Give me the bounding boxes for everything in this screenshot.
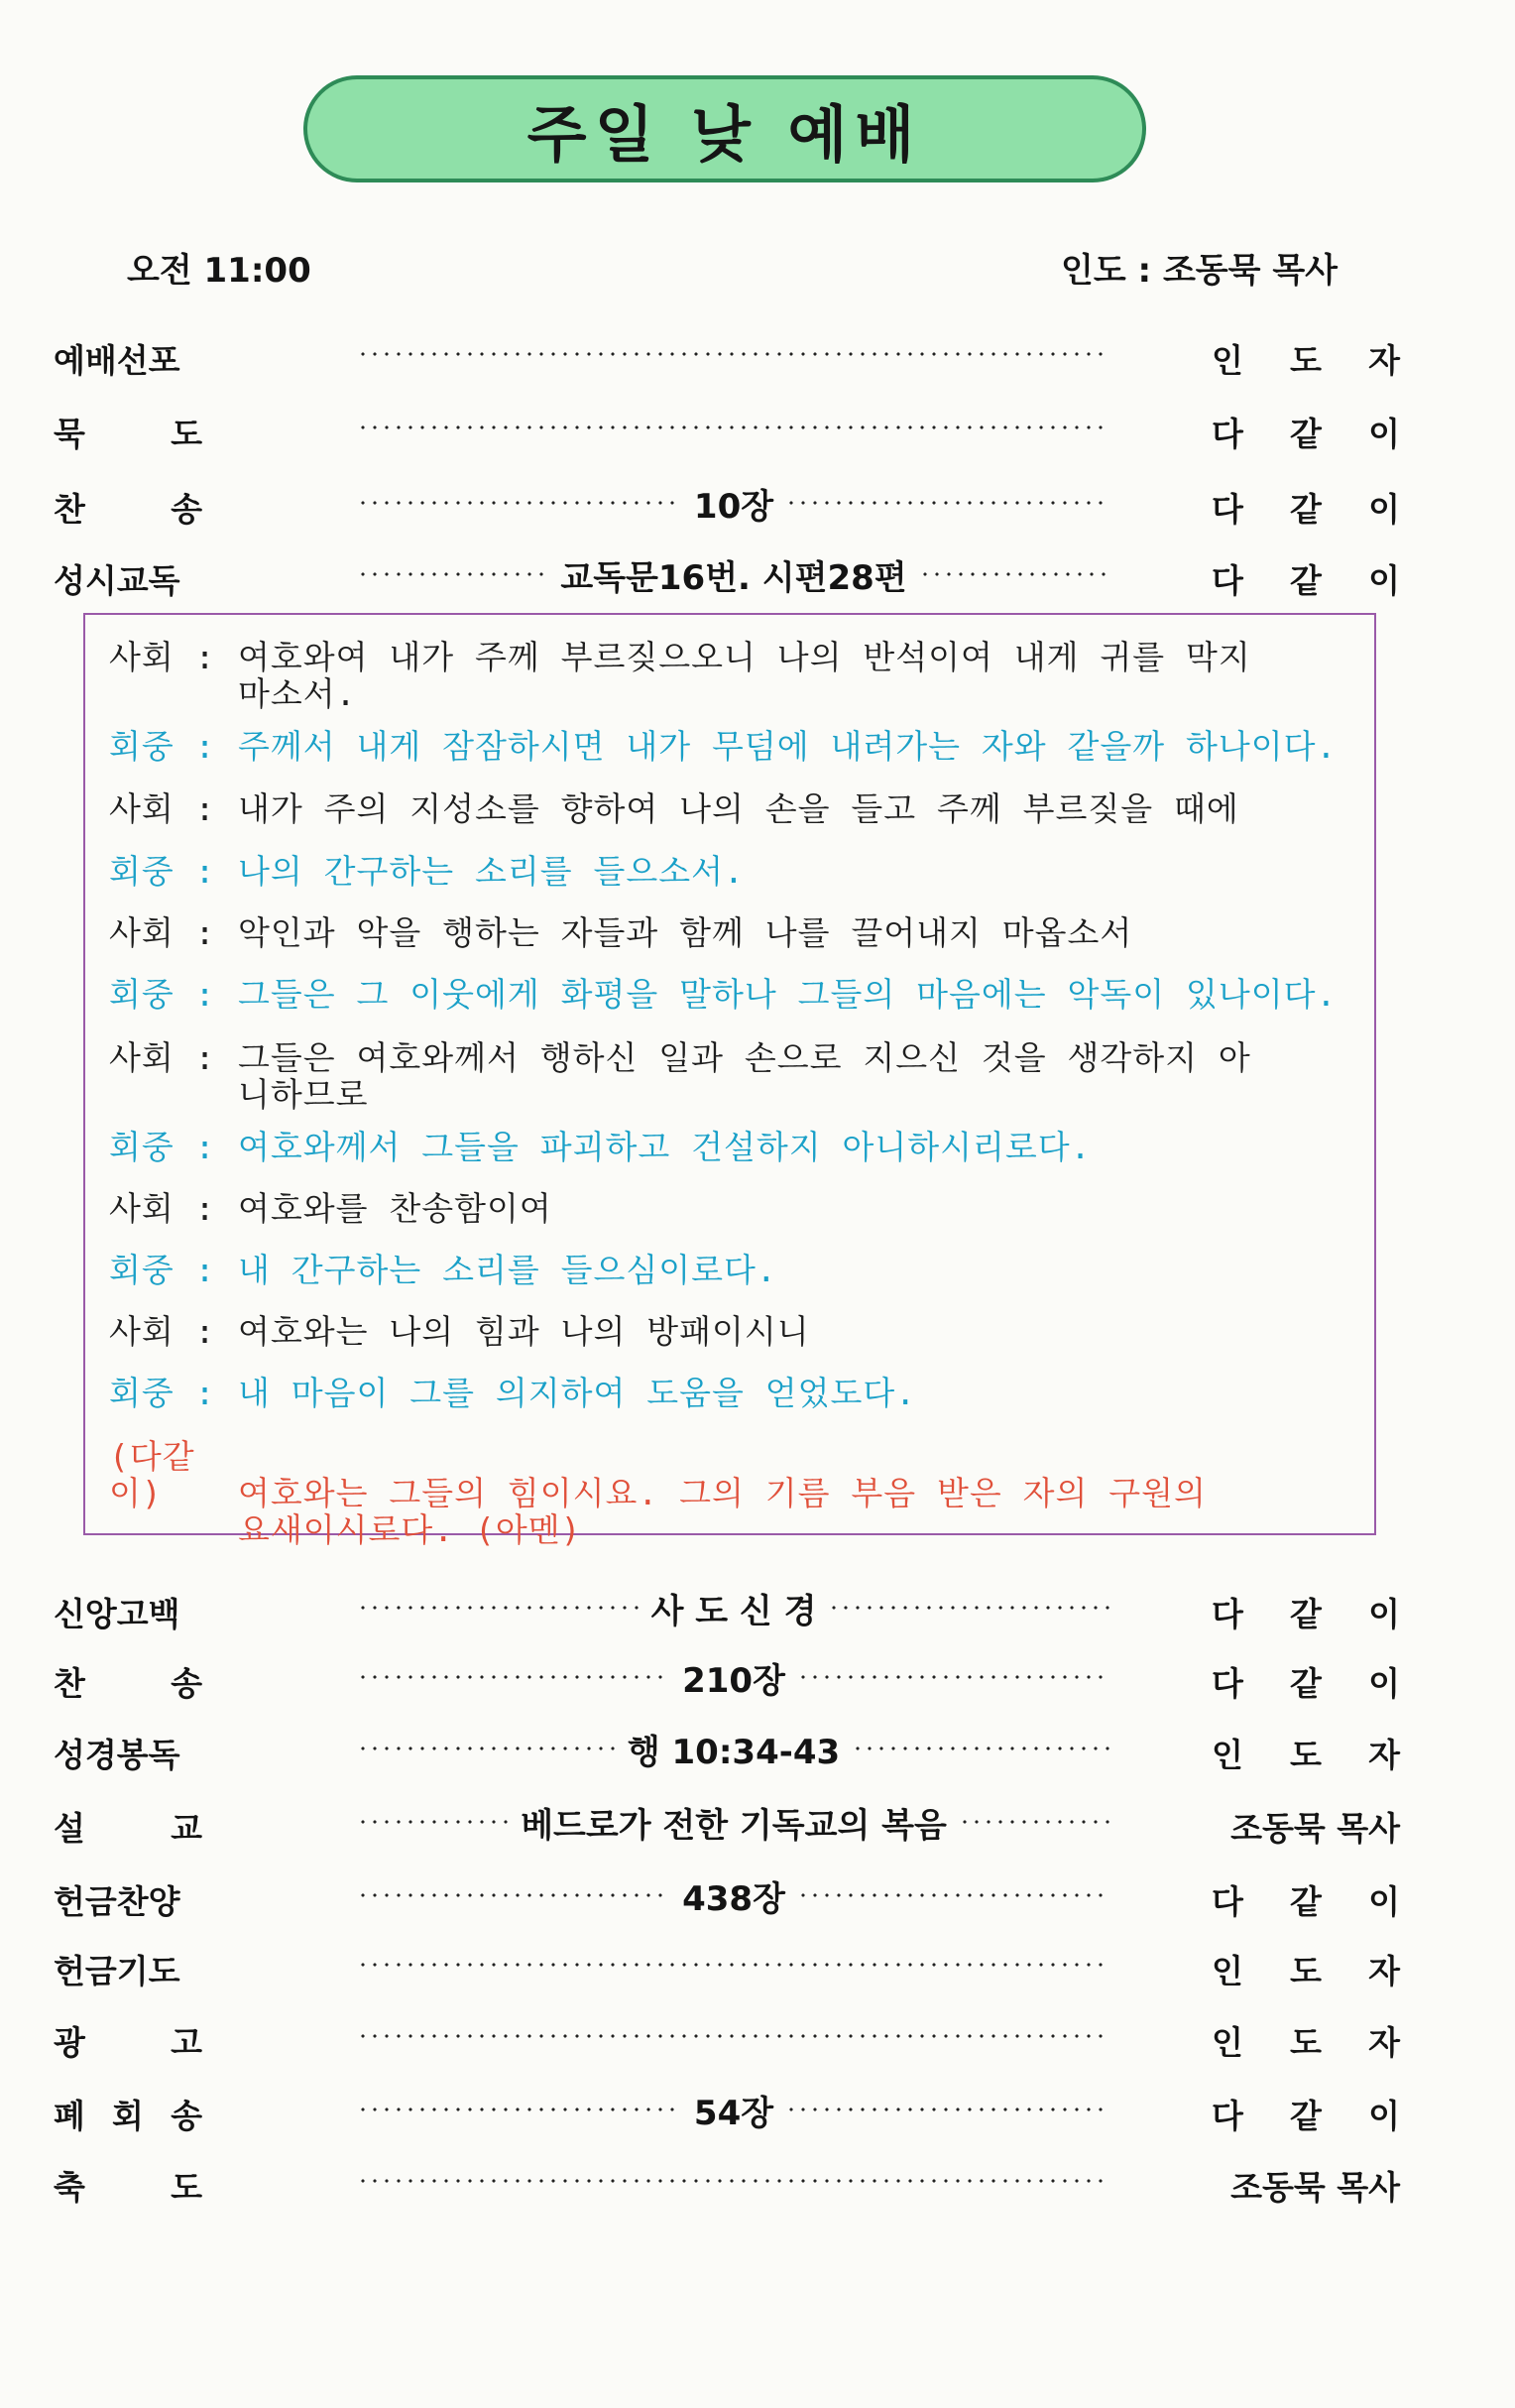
speaker-tag: 회중 : (109, 1374, 216, 1412)
order-item-detail: 행 10:34-43 (627, 1732, 841, 1772)
order-row (0, 474, 1515, 534)
reading-text: 나의 간구하는 소리를 들으소서. (238, 852, 745, 891)
order-item-participant: 다 같 이 (1212, 1595, 1400, 1633)
order-item-label: 설 교 (54, 1809, 202, 1848)
order-row (0, 2007, 1515, 2067)
order-item-detail: 210장 (682, 1660, 785, 1701)
order-item-participant: 조동묵 목사 (1230, 2168, 1400, 2207)
order-item-label: 성시교독 (54, 561, 180, 600)
speaker-tag: 사회 : (109, 638, 216, 676)
order-item-label: 성경봉독 (54, 1736, 180, 1774)
order-row (0, 1648, 1515, 1708)
order-item-detail: 54장 (693, 2093, 774, 2133)
order-row (0, 399, 1515, 458)
order-item-label: 예배선포 (54, 341, 180, 380)
reading-text: 내가 주의 지성소를 향하여 나의 손을 들고 주께 부르짖을 때에 (238, 789, 1239, 828)
speaker-tag: 사회 : (109, 1038, 216, 1077)
order-item-participant: 다 같 이 (1212, 2097, 1400, 2135)
dot-leader (357, 1654, 1110, 1700)
order-item-participant: 조동묵 목사 (1230, 1809, 1400, 1848)
speaker-tag: (다같이) (109, 1437, 195, 1512)
order-item-label: 폐 회 송 (54, 2097, 202, 2135)
congregation-line (109, 1375, 1358, 1411)
reading-text: 여호와는 나의 힘과 나의 방패이시니 (238, 1312, 810, 1351)
order-item-label: 찬 송 (54, 490, 202, 529)
dot-leader (357, 1942, 1110, 1987)
order-row (0, 1936, 1515, 1995)
order-item-label: 축 도 (54, 2168, 202, 2207)
reading-text: 내 마음이 그를 의지하여 도움을 얻었도다. (238, 1374, 917, 1412)
reading-text-continued: 니하므로 (238, 1075, 369, 1114)
congregation-line (109, 976, 1358, 1013)
order-item-participant: 인 도 자 (1212, 341, 1400, 380)
dot-leader (357, 2158, 1110, 2204)
speaker-tag: 사회 : (109, 789, 216, 828)
congregation-line (109, 1129, 1358, 1165)
order-row (0, 1579, 1515, 1638)
dot-leader (357, 331, 1110, 377)
leader-line (109, 914, 1358, 951)
dot-leader (357, 2013, 1110, 2059)
speaker-tag: 회중 : (109, 1128, 216, 1166)
order-item-label: 헌금찬양 (54, 1882, 180, 1921)
reading-text: 여호와여 내가 주께 부르짖으오니 나의 반석이여 내게 귀를 막지 (238, 638, 1251, 676)
order-item-participant: 다 같 이 (1212, 1664, 1400, 1703)
order-item-label: 광 고 (54, 2023, 202, 2062)
order-item-participant: 인 도 자 (1212, 1736, 1400, 1774)
speaker-tag: 회중 : (109, 852, 216, 891)
order-item-label: 찬 송 (54, 1664, 202, 1703)
dot-leader (357, 2087, 1110, 2132)
order-item-participant: 인 도 자 (1212, 2023, 1400, 2062)
service-time: 오전 11:00 (127, 251, 311, 291)
reading-text: 주께서 내게 잠잠하시면 내가 무덤에 내려가는 자와 같을까 하나이다. (238, 727, 1338, 766)
order-item-detail: 사 도 신 경 (650, 1591, 817, 1631)
speaker-tag: 사회 : (109, 913, 216, 952)
congregation-line (109, 728, 1358, 765)
speaker-tag: 회중 : (109, 727, 216, 766)
order-row (0, 2152, 1515, 2212)
reading-text: 여호와께서 그들을 파괴하고 건설하지 아니하시리로다. (238, 1128, 1092, 1166)
order-row (0, 1866, 1515, 1926)
reading-text-continued: 요새이시로다. (아멘) (238, 1510, 582, 1549)
dot-leader (357, 1872, 1110, 1918)
order-item-participant: 다 같 이 (1212, 561, 1400, 600)
order-row (0, 545, 1515, 605)
dot-leader (357, 405, 1110, 450)
reading-text: 내 간구하는 소리를 들으심이로다. (238, 1251, 777, 1289)
leader-line (109, 639, 1358, 712)
reading-text: 여호와를 찬송함이여 (238, 1189, 552, 1228)
order-item-label: 신앙고백 (54, 1595, 180, 1633)
service-leader: 인도 : 조동묵 목사 (1061, 251, 1339, 291)
congregation-line (109, 1252, 1358, 1288)
order-row (0, 1720, 1515, 1779)
congregation-line (109, 853, 1358, 890)
order-row (0, 2081, 1515, 2140)
speaker-tag: 회중 : (109, 975, 216, 1014)
leader-line (109, 790, 1358, 827)
reading-text-continued: 마소서. (238, 674, 357, 713)
leader-line (109, 1190, 1358, 1227)
responsive-reading-box (83, 613, 1376, 1549)
dot-leader (357, 1799, 1110, 1845)
order-item-label: 헌금기도 (54, 1952, 180, 1990)
speaker-tag: 사회 : (109, 1312, 216, 1351)
order-item-participant: 인 도 자 (1212, 1952, 1400, 1990)
speaker-tag: 사회 : (109, 1189, 216, 1228)
speaker-tag: 회중 : (109, 1251, 216, 1289)
page-title: 주일 낮 예배 (303, 75, 1146, 182)
order-item-detail: 438장 (682, 1878, 785, 1919)
order-item-participant: 다 같 이 (1212, 415, 1400, 453)
dot-leader (357, 1585, 1110, 1630)
reading-text: 그들은 그 이웃에게 화평을 말하나 그들의 마음에는 악독이 있나이다. (238, 975, 1338, 1014)
order-item-detail: 교독문16번. 시편28편 (560, 557, 907, 598)
order-item-detail: 10장 (693, 486, 774, 527)
order-item-detail: 베드로가 전한 기독교의 복음 (521, 1805, 947, 1846)
order-row (0, 325, 1515, 385)
dot-leader (357, 551, 1110, 597)
reading-text: 그들은 여호와께서 행하신 일과 손으로 지으신 것을 생각하지 아 (238, 1038, 1251, 1077)
leader-line (109, 1313, 1358, 1350)
reading-text: 악인과 악을 행하는 자들과 함께 나를 끌어내지 마옵소서 (238, 913, 1133, 952)
order-item-participant: 다 같 이 (1212, 490, 1400, 529)
reading-text: 여호와는 그들의 힘이시요. 그의 기름 부음 받은 자의 구원의 (238, 1474, 1207, 1512)
leader-line (109, 1039, 1358, 1113)
order-item-label: 묵 도 (54, 415, 202, 453)
unison-line (109, 1438, 1358, 1548)
order-row (0, 1793, 1515, 1853)
order-item-participant: 다 같 이 (1212, 1882, 1400, 1921)
dot-leader (357, 1726, 1110, 1771)
dot-leader (357, 480, 1110, 526)
